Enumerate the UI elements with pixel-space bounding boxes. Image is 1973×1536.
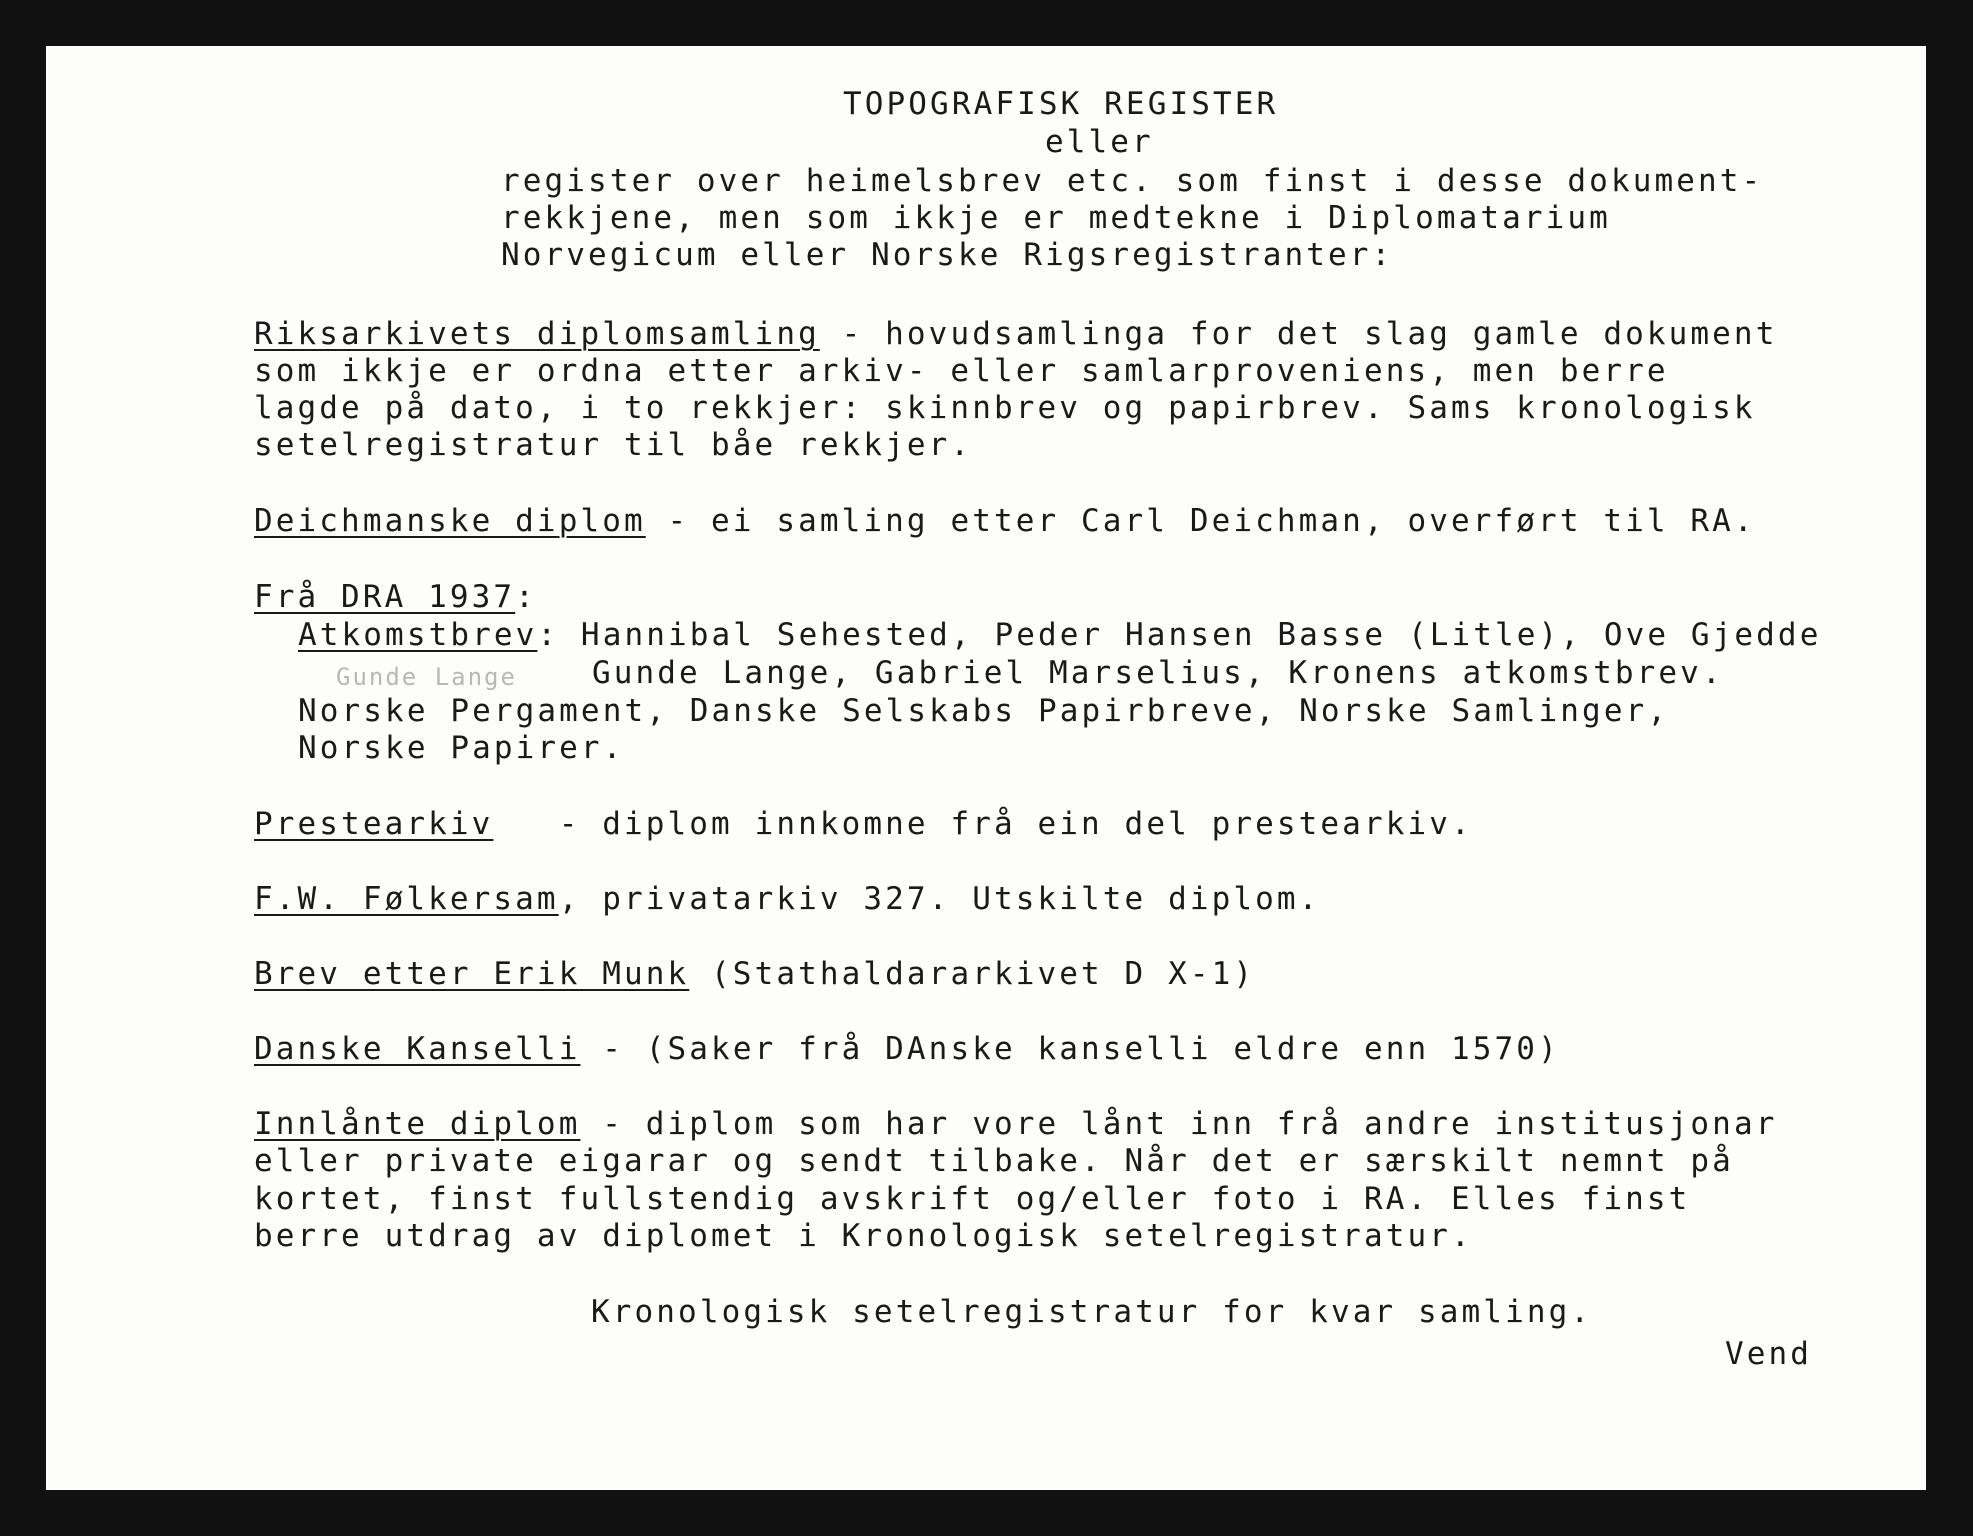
atkomstbrev-line: [298, 617, 1821, 653]
section-text: - (Saker frå DAnske kanselli eldre enn 1570): [580, 1031, 1560, 1067]
section-text-line: setelregistratur til båe rekkjer.: [254, 427, 973, 463]
section-text: (Stathaldararkivet D X-1): [689, 956, 1256, 992]
section-text-line: som ikkje er ordna etter arkiv- eller samlarproveniens, men berre: [254, 353, 1669, 389]
section-danske-kanselli: [254, 1031, 1560, 1067]
index-card: [46, 46, 1926, 1490]
section-prestearkiv: [254, 806, 1473, 842]
sub-heading: Atkomstbrev: [298, 617, 538, 653]
section-heading: Innlånte diplom: [254, 1106, 581, 1142]
document-title-line2: eller: [1045, 124, 1154, 160]
section-heading: Prestearkiv: [254, 806, 494, 842]
faded-text-smudge: Gunde Lange: [336, 663, 517, 691]
section-text: - diplom innkomne frå ein del prestearkiv.: [493, 806, 1473, 842]
section-text: , privatarkiv 327. Utskilte diplom.: [558, 881, 1321, 917]
turn-over-note: Vend: [1725, 1336, 1813, 1372]
section-text: - diplom som har vore lånt inn frå andre institusjonar: [580, 1106, 1778, 1142]
sub-text: : Hannibal Sehested, Peder Hansen Basse (Litle), Ove Gjedde: [537, 617, 1822, 653]
intro-line: register over heimelsbrev etc. som finst i desse dokument-: [501, 163, 1764, 199]
section-heading: Brev etter Erik Munk: [254, 956, 690, 992]
document-title: TOPOGRAFISK REGISTER: [843, 86, 1279, 122]
section-heading: Frå DRA 1937: [254, 579, 516, 615]
section-heading: Danske Kanselli: [254, 1031, 581, 1067]
section-text-line: kortet, finst fullstendig avskrift og/eller foto i RA. Elles finst: [254, 1181, 1691, 1217]
footer-note: Kronologisk setelregistratur for kvar samling.: [591, 1294, 1593, 1330]
section-folkersam: [254, 881, 1320, 917]
intro-line: Norvegicum eller Norske Rigsregistranter:: [501, 237, 1394, 273]
intro-line: rekkjene, men som ikkje er medtekne i Diplomatarium: [501, 200, 1611, 236]
section-dra-1937: [254, 579, 537, 615]
atkomstbrev-line: Norske Papirer.: [298, 730, 625, 766]
atkomstbrev-line: Norske Pergament, Danske Selskabs Papirbreve, Norske Samlinger,: [298, 693, 1670, 729]
section-text-line: eller private eigarar og sendt tilbake. Når det er særskilt nemnt på: [254, 1143, 1734, 1179]
section-text: - ei samling etter Carl Deichman, overført til RA.: [645, 503, 1756, 539]
section-text: - hovudsamlinga for det slag gamle dokument: [819, 316, 1778, 352]
atkomstbrev-line: Gunde Lange, Gabriel Marselius, Kronens atkomstbrev.: [592, 655, 1724, 691]
section-deichmanske: [254, 503, 1756, 539]
section-heading: F.W. Følkersam: [254, 881, 559, 917]
section-text-line: lagde på dato, i to rekkjer: skinnbrev og papirbrev. Sams kronologisk: [254, 390, 1756, 426]
section-innlante: [254, 1106, 1777, 1142]
section-text-line: berre utdrag av diplomet i Kronologisk setelregistratur.: [254, 1218, 1473, 1254]
section-riksarkivets: [254, 316, 1777, 352]
section-heading: Riksarkivets diplomsamling: [254, 316, 820, 352]
section-heading: Deichmanske diplom: [254, 503, 646, 539]
section-erik-munk: [254, 956, 1255, 992]
section-colon: :: [515, 579, 537, 615]
